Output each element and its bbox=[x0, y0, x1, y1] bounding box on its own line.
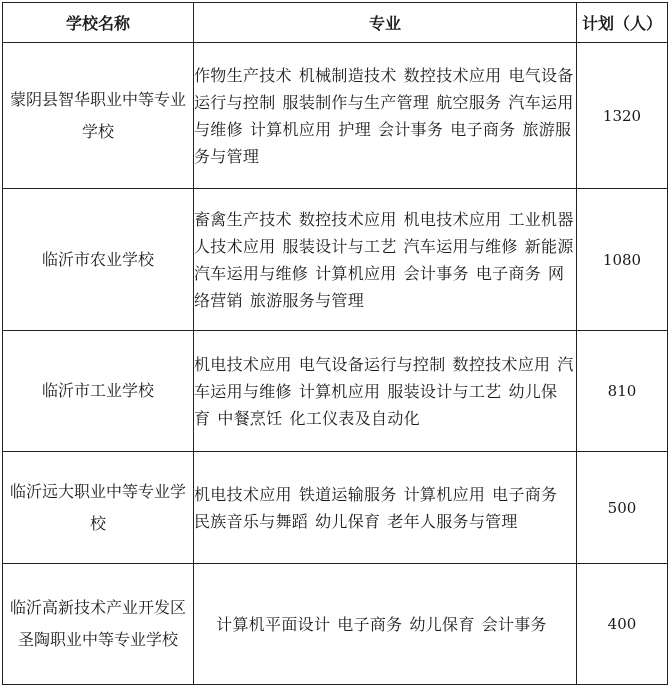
major-item: 航空服务 bbox=[436, 92, 502, 112]
majors-cell bbox=[194, 331, 577, 452]
major-item: 电子商务 bbox=[450, 119, 516, 139]
plan-count-cell: 1320 bbox=[577, 43, 668, 189]
school-name-cell: 临沂市农业学校 bbox=[3, 189, 194, 331]
school-name-cell: 蒙阴县智华职业中等专业学校 bbox=[3, 43, 194, 189]
majors-cell bbox=[194, 564, 577, 685]
majors-cell bbox=[194, 452, 577, 564]
major-item: 汽车运用与维修 bbox=[194, 92, 574, 139]
major-item: 作物生产技术 bbox=[194, 65, 292, 85]
major-item: 服装制作与生产管理 bbox=[282, 92, 430, 112]
major-item: 中餐烹饪 bbox=[217, 408, 283, 428]
plan-count-cell: 500 bbox=[577, 452, 668, 564]
table-row bbox=[3, 452, 668, 564]
header-school-name: 学校名称 bbox=[3, 3, 194, 43]
major-item: 数控技术应用 bbox=[403, 65, 502, 85]
major-item: 幼儿保育 bbox=[409, 614, 475, 634]
school-name-cell: 临沂市工业学校 bbox=[3, 331, 194, 452]
major-item: 会计事务 bbox=[403, 263, 469, 283]
enrollment-plan-table bbox=[2, 2, 668, 685]
major-item: 汽车运用与维修 bbox=[403, 236, 518, 256]
major-item: 服装设计与工艺 bbox=[387, 381, 502, 401]
table-row bbox=[3, 43, 668, 189]
major-item: 计算机应用 bbox=[315, 263, 397, 283]
major-item: 新能源汽车运用与维修 bbox=[194, 236, 574, 283]
major-item: 数控技术应用 bbox=[298, 209, 397, 229]
major-item: 旅游服务与管理 bbox=[249, 290, 365, 310]
school-name-cell: 临沂远大职业中等专业学校 bbox=[3, 452, 194, 564]
plan-count-cell: 1080 bbox=[577, 189, 668, 331]
major-item: 计算机应用 bbox=[298, 381, 381, 401]
major-item: 电气设备运行与控制 bbox=[298, 354, 446, 374]
table-row bbox=[3, 564, 668, 685]
major-item: 铁道运输服务 bbox=[298, 484, 397, 504]
major-item: 汽车运用与维修 bbox=[194, 354, 574, 401]
table-row bbox=[3, 331, 668, 452]
major-item: 机电技术应用 bbox=[403, 209, 502, 229]
major-item: 幼儿保育 bbox=[315, 511, 381, 531]
majors-cell bbox=[194, 43, 577, 189]
major-item: 计算机应用 bbox=[249, 119, 332, 139]
major-item: 旅游服务与管理 bbox=[194, 119, 572, 166]
major-item: 护理 bbox=[338, 119, 372, 139]
major-item: 计算机应用 bbox=[403, 484, 486, 504]
header-major: 专业 bbox=[194, 3, 577, 43]
major-item: 机电技术应用 bbox=[194, 354, 292, 374]
plan-count-cell: 400 bbox=[577, 564, 668, 685]
major-item: 电子商务 bbox=[475, 263, 542, 283]
majors-cell bbox=[194, 189, 577, 331]
major-item: 机电技术应用 bbox=[194, 484, 292, 504]
major-item: 网络营销 bbox=[194, 263, 565, 310]
major-item: 计算机平面设计 bbox=[216, 614, 331, 634]
major-item: 机械制造技术 bbox=[298, 65, 397, 85]
major-item: 电气设备运行与控制 bbox=[194, 65, 574, 112]
table-header-row bbox=[3, 3, 668, 43]
major-item: 畜禽生产技术 bbox=[194, 209, 292, 229]
major-item: 幼儿保育 bbox=[194, 381, 558, 428]
major-item: 会计事务 bbox=[378, 119, 444, 139]
major-item: 民族音乐与舞蹈 bbox=[194, 511, 309, 531]
table-row bbox=[3, 189, 668, 331]
school-name-cell: 临沂高新技术产业开发区圣陶职业中等专业学校 bbox=[3, 564, 194, 685]
major-item: 化工仪表及自动化 bbox=[289, 408, 420, 428]
major-item: 工业机器人技术应用 bbox=[194, 209, 574, 256]
major-item: 电子商务 bbox=[337, 614, 403, 634]
major-item: 会计事务 bbox=[481, 614, 547, 634]
major-item: 服装设计与工艺 bbox=[282, 236, 397, 256]
major-item: 电子商务 bbox=[492, 484, 558, 504]
major-item: 数控技术应用 bbox=[452, 354, 551, 374]
header-plan: 计划（人） bbox=[577, 3, 668, 43]
major-item: 老年人服务与管理 bbox=[387, 511, 518, 531]
plan-count-cell: 810 bbox=[577, 331, 668, 452]
